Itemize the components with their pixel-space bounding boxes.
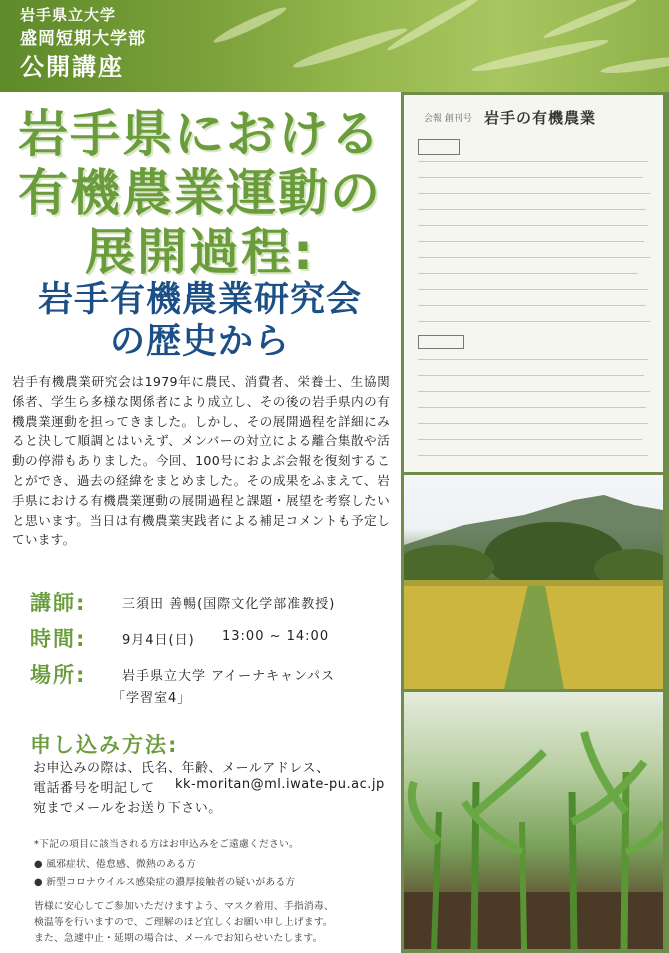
org-university: 岩手県立大学 [20, 6, 117, 24]
notes-item-1: ● 風邪症状、倦怠感、微熱のある方 [34, 859, 197, 870]
rice-field-photo [404, 475, 663, 689]
newsletter-masthead: 岩手の有機農業 [484, 109, 597, 127]
time-date: 9月4日(日) [122, 633, 195, 648]
newsletter-image: 会報 創刊号 岩手の有機農業 [404, 95, 663, 472]
notes-item-2: ● 新型コロナウイルス感染症の濃厚接触者の疑いがある方 [34, 877, 296, 888]
corn-field-photo [404, 692, 663, 949]
application-title: 申し込み方法: [30, 733, 179, 757]
notes-intro: *下記の項目に該当される方はお申込みをご遠慮ください。 [34, 839, 300, 850]
title-line-2: 有機農業運動の [18, 164, 382, 222]
org-faculty: 盛岡短期大学部 [20, 29, 146, 49]
title-line-3: 展開過程: [85, 223, 315, 281]
subtitle-line-2: の歴史から [109, 322, 290, 362]
place-value: 岩手県立大学 アイーナキャンパス [122, 669, 336, 684]
lecturer-value: 三須田 善暢(国際文化学部准教授) [122, 597, 336, 612]
description-text: 岩手有機農業研究会は1979年に農民、消費者、栄養士、生協関係者、学生ら多様な関係者により成立し、その後の岩手県内の有機農業運動を担ってきました。しかし、その展開過程を詳細にみると決して順調とはいえず、メンバーの対立による離合集散や活動の停滞もありました。今回、100号におよぶ会報を復刻することができ、過去の経緯をまとめました。その成果をふまえて、岩手県における有機農業運動の展開過程と課題・展望を考察したいと思います。当日は有機農業実践者による補足コメントも予定しています。 [12, 374, 390, 548]
place-label: 場所: [30, 663, 87, 687]
title-line-1: 岩手県における [18, 105, 382, 163]
place-room: 「学習室4」 [112, 691, 192, 706]
application-email[interactable]: kk-moritan@ml.iwate-pu.ac.jp [175, 777, 385, 792]
notes-closing-3: また、急遽中止・延期の場合は、メールでお知らせいたします。 [34, 933, 323, 944]
application-line-3: 宛までメールをお送り下さい。 [33, 801, 222, 816]
subtitle-line-1: 岩手有機農業研究会 [37, 280, 362, 320]
notes-closing-2: 検温等を行いますので、ご理解のほど宜しくお願い申し上げます。 [34, 917, 333, 928]
application-line-1: お申込みの際は、氏名、年齢、メールアドレス、 [33, 761, 330, 776]
org-lecture-type: 公開講座 [20, 53, 124, 81]
time-label: 時間: [30, 627, 87, 651]
application-line-2-prefix: 電話番号を明記して [33, 781, 155, 796]
time-range: 13:00 ~ 14:00 [222, 629, 330, 644]
header-banner [0, 0, 669, 92]
lecturer-label: 講師: [30, 591, 87, 615]
notes-closing-1: 皆様に安心してご参加いただけますよう、マスク着用、手指消毒、 [34, 901, 334, 912]
